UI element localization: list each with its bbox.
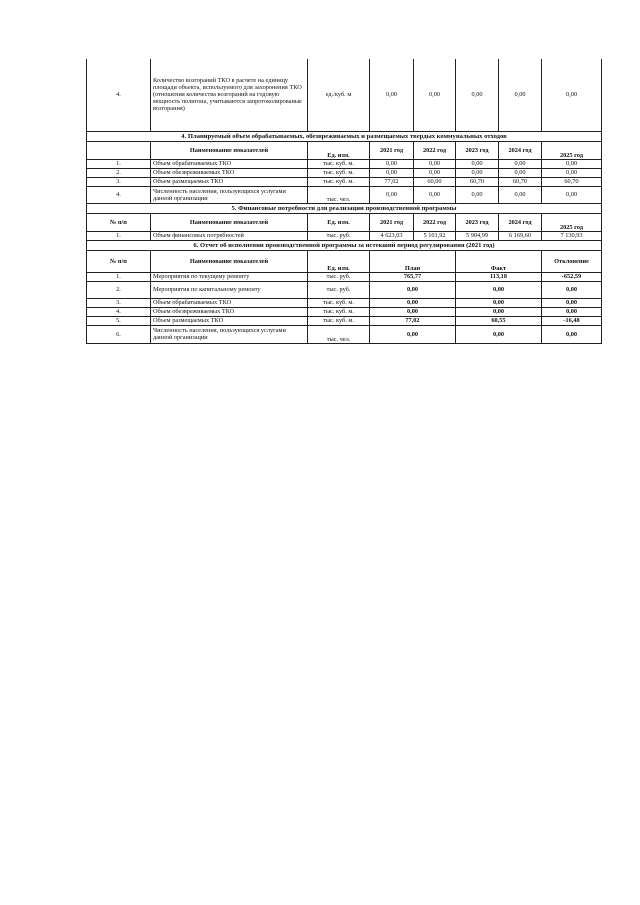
deviation-cell: 0,00 bbox=[542, 298, 602, 307]
unit-cell: тыс. куб. м. bbox=[308, 316, 370, 325]
value-cell: 0,00 bbox=[542, 186, 602, 203]
section-title-row bbox=[87, 203, 602, 213]
value-cell: 0,00 bbox=[370, 186, 414, 203]
header-plan: План bbox=[370, 250, 456, 272]
program-table bbox=[86, 59, 602, 344]
row-number: 3. bbox=[87, 177, 151, 186]
row-number: 1. bbox=[87, 272, 151, 281]
unit-cell: тыс. куб. м. bbox=[308, 177, 370, 186]
table-row bbox=[87, 159, 602, 168]
header-num: № п/п bbox=[87, 213, 151, 231]
row-number: 3. bbox=[87, 298, 151, 307]
unit-cell: тыс. руб. bbox=[308, 272, 370, 281]
value-cell: 77,02 bbox=[370, 177, 414, 186]
header-name: Наименование показателей bbox=[151, 250, 308, 272]
value-cell: 0,00 bbox=[414, 59, 456, 131]
value-cell: 0,00 bbox=[456, 59, 499, 131]
unit-cell: тыс. руб. bbox=[308, 281, 370, 298]
header-name: Наименование показателей bbox=[151, 213, 308, 231]
table-row bbox=[87, 307, 602, 316]
row-number: 4. bbox=[87, 59, 151, 131]
section-title: 4. Планируемый объем обрабатываемых, обезвреживаемых и размещаемых твердых коммунальных отходов bbox=[87, 131, 602, 141]
header-unit: Ед. изм. bbox=[308, 141, 370, 159]
deviation-cell: -652,59 bbox=[542, 272, 602, 281]
unit-cell: ед./куб. м bbox=[308, 59, 370, 131]
value-cell: 6 169,60 bbox=[499, 231, 542, 240]
fact-cell: 0,00 bbox=[456, 298, 542, 307]
plan-cell: 0,00 bbox=[370, 298, 456, 307]
row-number: 4. bbox=[87, 186, 151, 203]
unit-cell: тыс. чел. bbox=[308, 325, 370, 343]
indicator-name: Мероприятия по текущему ремонту bbox=[151, 272, 308, 281]
header-year: 2021 год bbox=[370, 213, 414, 231]
indicator-name: Объем размещаемых ТКО bbox=[151, 316, 308, 325]
row-number: 6. bbox=[87, 325, 151, 343]
indicator-name: Количество возгораний ТКО в расчете на единицу площади объекта, используемого для захоронения ТКО (отношения количества возгораний на годовую мощность полигона, учитываются запротоколированые возгорания) bbox=[151, 59, 308, 131]
header-year: 2021 год bbox=[370, 141, 414, 159]
unit-cell: тыс. куб. м. bbox=[308, 168, 370, 177]
indicator-name: Объем обрабатываемых ТКО bbox=[151, 159, 308, 168]
header-row bbox=[87, 250, 602, 272]
table-row bbox=[87, 177, 602, 186]
indicator-name: Объем обезвреживаемых ТКО bbox=[151, 307, 308, 316]
indicator-name: Численность населения, пользующихся услугами данной организации bbox=[151, 186, 308, 203]
header-unit: Ед. изм. bbox=[308, 250, 370, 272]
header-row bbox=[87, 213, 602, 231]
fact-cell: 113,18 bbox=[456, 272, 542, 281]
value-cell: 0,00 bbox=[370, 168, 414, 177]
header-row bbox=[87, 141, 602, 159]
value-cell: 60,70 bbox=[542, 177, 602, 186]
table-row bbox=[87, 316, 602, 325]
indicator-name: Численность населения, пользующихся услугами данной организации bbox=[151, 325, 308, 343]
value-cell: 0,00 bbox=[370, 159, 414, 168]
table-row bbox=[87, 186, 602, 203]
plan-cell: 77,02 bbox=[370, 316, 456, 325]
header-year: 2023 год bbox=[456, 141, 499, 159]
value-cell: 0,00 bbox=[414, 186, 456, 203]
unit-cell: тыс. руб. bbox=[308, 231, 370, 240]
value-cell: 0,00 bbox=[499, 159, 542, 168]
fact-cell: 0,00 bbox=[456, 307, 542, 316]
header-year: 2022 год bbox=[414, 213, 456, 231]
plan-cell: 765,77 bbox=[370, 272, 456, 281]
header-year: 2024 год bbox=[499, 213, 542, 231]
indicator-name: Объем размещаемых ТКО bbox=[151, 177, 308, 186]
table-row bbox=[87, 168, 602, 177]
section-title-row bbox=[87, 131, 602, 141]
header-name: Наименование показателей bbox=[151, 141, 308, 159]
deviation-cell: 0,00 bbox=[542, 325, 602, 343]
table-row bbox=[87, 298, 602, 307]
section-title: 5. Финансовые потребности для реализации производственной программы bbox=[87, 203, 602, 213]
value-cell: 0,00 bbox=[542, 59, 602, 131]
value-cell: 0,00 bbox=[414, 159, 456, 168]
section-title: 6. Отчет об исполнении производственной программы за истекший период регулирования (2021 год) bbox=[87, 240, 602, 250]
header-year: 2022 год bbox=[414, 141, 456, 159]
value-cell: 7 130,93 bbox=[542, 231, 602, 240]
header-unit: Ед. изм. bbox=[308, 213, 370, 231]
header-year: 2024 год bbox=[499, 141, 542, 159]
row-number: 2. bbox=[87, 281, 151, 298]
value-cell: 0,00 bbox=[542, 159, 602, 168]
table-row bbox=[87, 325, 602, 343]
unit-cell: тыс. куб. м. bbox=[308, 307, 370, 316]
row-number: 1. bbox=[87, 231, 151, 240]
header-year: 2025 год bbox=[542, 141, 602, 159]
row-number: 2. bbox=[87, 168, 151, 177]
value-cell: 0,00 bbox=[456, 159, 499, 168]
indicator-name: Мероприятия по капитальному ремонту bbox=[151, 281, 308, 298]
plan-cell: 0,00 bbox=[370, 307, 456, 316]
row-number: 1. bbox=[87, 159, 151, 168]
table-row bbox=[87, 231, 602, 240]
header-year: 2023 год bbox=[456, 213, 499, 231]
unit-cell: тыс. чел. bbox=[308, 186, 370, 203]
value-cell: 0,00 bbox=[414, 168, 456, 177]
plan-cell: 0,00 bbox=[370, 281, 456, 298]
value-cell: 0,00 bbox=[456, 186, 499, 203]
value-cell: 0,00 bbox=[499, 168, 542, 177]
deviation-cell: 0,00 bbox=[542, 307, 602, 316]
table-row bbox=[87, 281, 602, 298]
row-number: 5. bbox=[87, 316, 151, 325]
fact-cell: 0,00 bbox=[456, 281, 542, 298]
value-cell: 60,70 bbox=[499, 177, 542, 186]
header-num: № п/п bbox=[87, 250, 151, 272]
value-cell: 0,00 bbox=[456, 168, 499, 177]
unit-cell: тыс. куб. м. bbox=[308, 298, 370, 307]
value-cell: 4 623,03 bbox=[370, 231, 414, 240]
value-cell: 0,00 bbox=[542, 168, 602, 177]
table-row bbox=[87, 59, 602, 131]
section-title-row bbox=[87, 240, 602, 250]
header-year: 2025 год bbox=[542, 213, 602, 231]
value-cell: 0,00 bbox=[499, 186, 542, 203]
value-cell: 0,00 bbox=[370, 59, 414, 131]
value-cell: 5 101,92 bbox=[414, 231, 456, 240]
header-fact: Факт bbox=[456, 250, 542, 272]
table-row bbox=[87, 272, 602, 281]
fact-cell: 60,55 bbox=[456, 316, 542, 325]
indicator-name: Объем обезвреживаемых ТКО bbox=[151, 168, 308, 177]
value-cell: 60,70 bbox=[456, 177, 499, 186]
production-program-tables bbox=[86, 59, 601, 344]
value-cell: 0,00 bbox=[499, 59, 542, 131]
unit-cell: тыс. куб. м. bbox=[308, 159, 370, 168]
row-number: 4. bbox=[87, 307, 151, 316]
value-cell: 60,00 bbox=[414, 177, 456, 186]
header-deviation: Отклонение bbox=[542, 250, 602, 272]
indicator-name: Объем финансовых потребностей bbox=[151, 231, 308, 240]
deviation-cell: -16,48 bbox=[542, 316, 602, 325]
value-cell: 5 904,99 bbox=[456, 231, 499, 240]
plan-cell: 0,00 bbox=[370, 325, 456, 343]
deviation-cell: 0,00 bbox=[542, 281, 602, 298]
indicator-name: Объем обрабатываемых ТКО bbox=[151, 298, 308, 307]
fact-cell: 0,00 bbox=[456, 325, 542, 343]
